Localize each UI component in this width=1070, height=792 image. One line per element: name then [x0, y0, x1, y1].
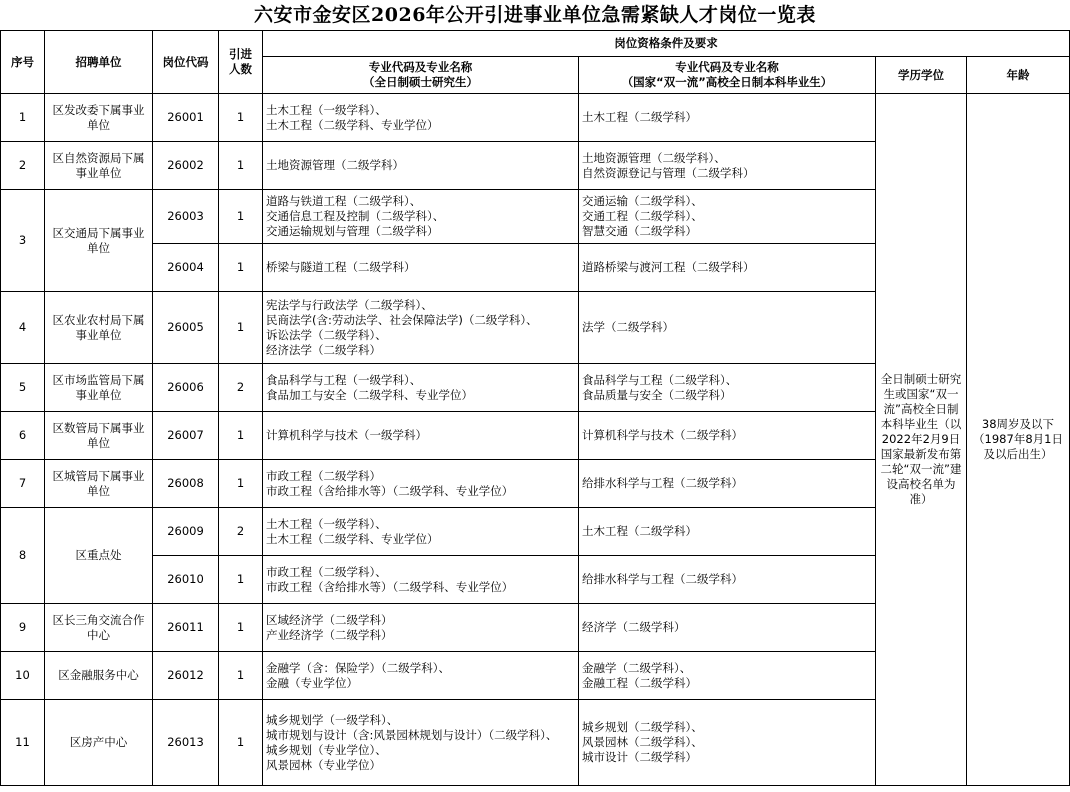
header-code: 岗位代码 — [153, 31, 219, 94]
cell-undergrad-major: 食品科学与工程（二级学科）、 食品质量与安全（二级学科） — [579, 364, 876, 412]
cell-unit: 区重点处 — [45, 508, 153, 604]
cell-code: 26001 — [153, 94, 219, 142]
cell-undergrad-major: 经济学（二级学科） — [579, 604, 876, 652]
cell-unit: 区数管局下属事业 单位 — [45, 412, 153, 460]
cell-count: 1 — [219, 94, 263, 142]
table-row — [1, 94, 1070, 142]
cell-grad-major: 市政工程（二级学科） 市政工程（含给排水等）（二级学科、专业学位） — [263, 460, 579, 508]
cell-code: 26004 — [153, 244, 219, 292]
cell-undergrad-major: 道路桥梁与渡河工程（二级学科） — [579, 244, 876, 292]
cell-grad-major: 土木工程（一级学科）、 土木工程（二级学科、专业学位） — [263, 94, 579, 142]
cell-code: 26008 — [153, 460, 219, 508]
cell-code: 26006 — [153, 364, 219, 412]
header-seq: 序号 — [1, 31, 45, 94]
cell-age-shared: 38周岁及以下（1987年8月1日及以后出生） — [967, 94, 1070, 786]
cell-seq: 4 — [1, 292, 45, 364]
cell-code: 26007 — [153, 412, 219, 460]
cell-unit: 区发改委下属事业 单位 — [45, 94, 153, 142]
cell-code: 26002 — [153, 142, 219, 190]
cell-code: 26005 — [153, 292, 219, 364]
cell-unit: 区市场监管局下属 事业单位 — [45, 364, 153, 412]
cell-unit: 区金融服务中心 — [45, 652, 153, 700]
page-title: 六安市金安区2026年公开引进事业单位急需紧缺人才岗位一览表 — [254, 4, 816, 26]
cell-seq: 7 — [1, 460, 45, 508]
cell-unit: 区长三角交流合作 中心 — [45, 604, 153, 652]
positions-table — [0, 30, 1070, 786]
cell-seq: 1 — [1, 94, 45, 142]
cell-count: 1 — [219, 700, 263, 786]
header-group: 岗位资格条件及要求 — [263, 31, 1070, 57]
cell-unit: 区农业农村局下属 事业单位 — [45, 292, 153, 364]
cell-code: 26009 — [153, 508, 219, 556]
header-major-grad: 专业代码及专业名称 （全日制硕士研究生） — [263, 57, 579, 94]
cell-grad-major: 区域经济学（二级学科） 产业经济学（二级学科） — [263, 604, 579, 652]
cell-grad-major: 计算机科学与技术（一级学科） — [263, 412, 579, 460]
cell-undergrad-major: 给排水科学与工程（二级学科） — [579, 556, 876, 604]
cell-count: 1 — [219, 460, 263, 508]
cell-seq: 11 — [1, 700, 45, 786]
cell-code: 26013 — [153, 700, 219, 786]
cell-code: 26012 — [153, 652, 219, 700]
cell-unit: 区城管局下属事业 单位 — [45, 460, 153, 508]
cell-undergrad-major: 土地资源管理（二级学科）、 自然资源登记与管理（二级学科） — [579, 142, 876, 190]
cell-count: 1 — [219, 412, 263, 460]
cell-undergrad-major: 城乡规划（二级学科）、 风景园林（二级学科）、 城市设计（二级学科） — [579, 700, 876, 786]
cell-undergrad-major: 法学（二级学科） — [579, 292, 876, 364]
cell-count: 1 — [219, 244, 263, 292]
header-age: 年龄 — [967, 57, 1070, 94]
cell-grad-major: 桥梁与隧道工程（二级学科） — [263, 244, 579, 292]
cell-grad-major: 宪法学与行政法学（二级学科）、 民商法学(含:劳动法学、社会保障法学)（二级学科）、 诉讼法学（二级学科）、 经济法学（二级学科） — [263, 292, 579, 364]
cell-seq: 2 — [1, 142, 45, 190]
cell-seq: 10 — [1, 652, 45, 700]
header-count: 引进 人数 — [219, 31, 263, 94]
cell-undergrad-major: 给排水科学与工程（二级学科） — [579, 460, 876, 508]
header-degree: 学历学位 — [876, 57, 967, 94]
cell-code: 26010 — [153, 556, 219, 604]
cell-count: 1 — [219, 604, 263, 652]
cell-count: 1 — [219, 556, 263, 604]
cell-grad-major: 土木工程（一级学科）、 土木工程（二级学科、专业学位） — [263, 508, 579, 556]
cell-grad-major: 道路与铁道工程（二级学科）、 交通信息工程及控制（二级学科）、 交通运输规划与管理（二级学科） — [263, 190, 579, 244]
cell-undergrad-major: 计算机科学与技术（二级学科） — [579, 412, 876, 460]
cell-unit: 区房产中心 — [45, 700, 153, 786]
cell-grad-major: 土地资源管理（二级学科） — [263, 142, 579, 190]
cell-count: 1 — [219, 652, 263, 700]
cell-code: 26011 — [153, 604, 219, 652]
cell-seq: 6 — [1, 412, 45, 460]
cell-undergrad-major: 土木工程（二级学科） — [579, 94, 876, 142]
header-unit: 招聘单位 — [45, 31, 153, 94]
cell-seq: 3 — [1, 190, 45, 292]
cell-seq: 5 — [1, 364, 45, 412]
cell-count: 2 — [219, 364, 263, 412]
cell-count: 1 — [219, 292, 263, 364]
cell-code: 26003 — [153, 190, 219, 244]
cell-grad-major: 城乡规划学（一级学科）、 城市规划与设计（含:风景园林规划与设计）（二级学科）、 城乡规划（专业学位）、 风景园林（专业学位） — [263, 700, 579, 786]
cell-undergrad-major: 金融学（二级学科）、 金融工程（二级学科） — [579, 652, 876, 700]
cell-unit: 区自然资源局下属 事业单位 — [45, 142, 153, 190]
cell-degree-shared: 全日制硕士研究生或国家“双一流”高校全日制本科毕业生（以2022年2月9日国家最新发布第二轮“双一流”建设高校名单为准） — [876, 94, 967, 786]
cell-undergrad-major: 交通运输（二级学科）、 交通工程（二级学科）、 智慧交通（二级学科） — [579, 190, 876, 244]
cell-grad-major: 金融学（含：保险学）（二级学科）、 金融（专业学位） — [263, 652, 579, 700]
cell-unit: 区交通局下属事业 单位 — [45, 190, 153, 292]
cell-grad-major: 食品科学与工程（一级学科）、 食品加工与安全（二级学科、专业学位） — [263, 364, 579, 412]
cell-seq: 8 — [1, 508, 45, 604]
cell-seq: 9 — [1, 604, 45, 652]
cell-count: 1 — [219, 190, 263, 244]
cell-undergrad-major: 土木工程（二级学科） — [579, 508, 876, 556]
cell-grad-major: 市政工程（二级学科）、 市政工程（含给排水等）（二级学科、专业学位） — [263, 556, 579, 604]
cell-count: 2 — [219, 508, 263, 556]
header-major-undergrad: 专业代码及专业名称 （国家“双一流”高校全日制本科毕业生） — [579, 57, 876, 94]
cell-count: 1 — [219, 142, 263, 190]
